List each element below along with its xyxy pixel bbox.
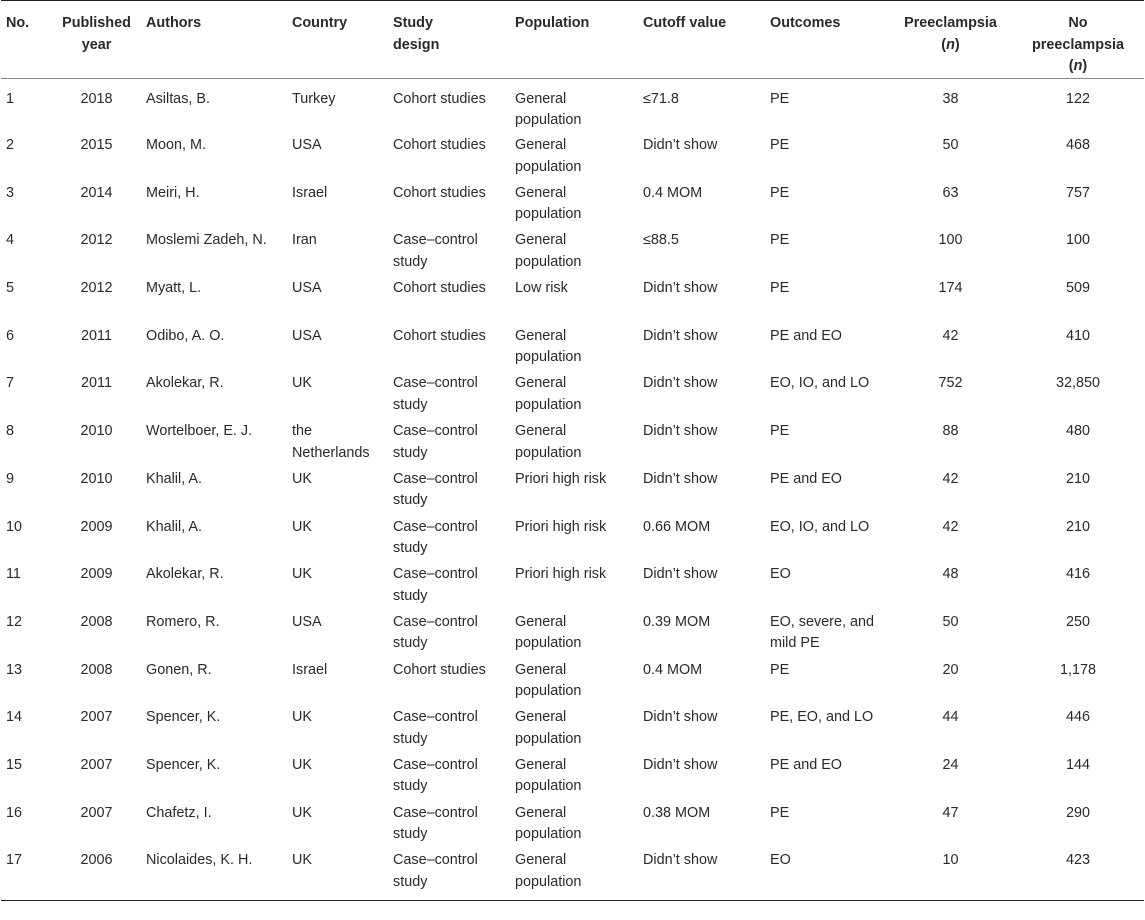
table-row bbox=[1, 135, 1144, 183]
col-header-year: Published year bbox=[51, 1, 141, 79]
table-row bbox=[1, 183, 1144, 231]
table-header bbox=[1, 1, 1144, 79]
cell-country: UK bbox=[287, 850, 388, 900]
cell-no: 14 bbox=[6, 709, 23, 726]
cell-population: General population bbox=[515, 756, 582, 795]
col-header-cutoff: Cutoff value bbox=[638, 1, 765, 79]
cell-preeclampsia-n: 44 bbox=[942, 709, 959, 726]
cell-country: UK bbox=[292, 470, 312, 487]
cell-no: 4 bbox=[6, 232, 15, 249]
cell-country: Israel bbox=[292, 661, 328, 678]
cell-country: UK bbox=[292, 709, 312, 726]
cell-no-preeclampsia-n: 509 bbox=[1065, 280, 1090, 297]
cell-study-design: Case–control study bbox=[393, 423, 478, 461]
cell-country: UK bbox=[292, 566, 312, 583]
cell-no: 7 bbox=[6, 375, 15, 392]
cell-preeclampsia-n: 47 bbox=[942, 804, 959, 821]
table-row bbox=[1, 78, 1144, 135]
cell-study-design: Cohort studies bbox=[393, 661, 486, 678]
cell-preeclampsia-n: 24 bbox=[942, 756, 959, 773]
cell-outcomes: EO bbox=[770, 566, 791, 583]
cell-authors: Gonen, R. bbox=[146, 661, 212, 678]
cell-year: 2008 bbox=[80, 661, 113, 678]
cell-year: 2014 bbox=[80, 184, 113, 201]
cell-preeclampsia-n: 20 bbox=[942, 661, 959, 678]
cell-authors: Akolekar, R. bbox=[146, 375, 224, 392]
cell-population: Low risk bbox=[515, 280, 568, 297]
cell-study-design: Cohort studies bbox=[393, 90, 486, 107]
cell-study-design: Case–control study bbox=[393, 756, 478, 795]
cell-no: 1 bbox=[6, 90, 15, 107]
cell-authors: Spencer, K. bbox=[146, 709, 221, 726]
cell-population: General population bbox=[510, 850, 638, 900]
cell-no-preeclampsia-n: 122 bbox=[1065, 90, 1090, 107]
cell-no-preeclampsia-n: 250 bbox=[1065, 613, 1090, 630]
cell-no: 2 bbox=[6, 137, 15, 153]
table-body bbox=[1, 78, 1144, 900]
cell-authors: Chafetz, I. bbox=[146, 804, 212, 821]
cell-preeclampsia-n: 42 bbox=[942, 518, 959, 535]
cell-year: 2009 bbox=[80, 518, 113, 535]
cell-preeclampsia-n: 48 bbox=[942, 566, 959, 583]
cell-outcomes: PE, EO, and LO bbox=[770, 709, 874, 726]
table-row bbox=[1, 326, 1144, 374]
cell-preeclampsia-n: 42 bbox=[942, 327, 959, 344]
cell-cutoff: 0.39 MOM bbox=[643, 613, 711, 630]
cell-population: Priori high risk bbox=[515, 470, 607, 487]
cell-study-design: Case–control study bbox=[393, 709, 478, 747]
cell-outcomes: PE and EO bbox=[770, 327, 842, 344]
cell-cutoff: 0.38 MOM bbox=[643, 804, 711, 821]
cell-population: Priori high risk bbox=[515, 566, 607, 583]
cell-no: 13 bbox=[6, 661, 23, 678]
cell-year: 2010 bbox=[80, 470, 113, 487]
col-header-outcomes: Outcomes bbox=[765, 1, 889, 79]
cell-outcomes: PE bbox=[770, 661, 790, 678]
cell-cutoff: 0.4 MOM bbox=[643, 661, 703, 678]
cell-population: General population bbox=[515, 375, 582, 413]
cell-cutoff: ≤71.8 bbox=[643, 90, 679, 107]
cell-no: 8 bbox=[6, 423, 15, 440]
cell-no: 5 bbox=[6, 280, 15, 297]
cell-cutoff: Didn’t show bbox=[643, 470, 718, 487]
col-header-country: Country bbox=[287, 1, 388, 79]
cell-no-preeclampsia-n: 423 bbox=[1011, 850, 1144, 900]
table-row bbox=[1, 278, 1144, 326]
cell-no-preeclampsia-n: 290 bbox=[1065, 804, 1090, 821]
cell-preeclampsia-n: 42 bbox=[942, 470, 959, 487]
cell-preeclampsia-n: 63 bbox=[942, 184, 959, 201]
cell-authors: Moslemi Zadeh, N. bbox=[146, 232, 267, 249]
cell-no: 6 bbox=[6, 327, 15, 344]
cell-preeclampsia-n: 10 bbox=[889, 850, 1011, 900]
cell-population: General population bbox=[515, 90, 582, 128]
cell-study-design: Cohort studies bbox=[393, 327, 486, 344]
cell-year: 2006 bbox=[51, 850, 141, 900]
table-row bbox=[1, 421, 1144, 469]
cell-country: USA bbox=[292, 613, 322, 630]
cell-year: 2008 bbox=[80, 613, 113, 630]
cell-outcomes: PE bbox=[770, 184, 790, 201]
cell-cutoff: 0.66 MOM bbox=[643, 518, 711, 535]
cell-study-design: Cohort studies bbox=[393, 137, 486, 153]
cell-authors: Nicolaides, K. H. bbox=[141, 850, 287, 900]
cell-cutoff: Didn’t show bbox=[643, 756, 718, 773]
cell-outcomes: PE bbox=[770, 232, 790, 249]
cell-study-design: Case–control study bbox=[393, 375, 478, 413]
cell-population: Priori high risk bbox=[515, 518, 607, 535]
cell-preeclampsia-n: 100 bbox=[938, 232, 963, 249]
cell-cutoff: Didn’t show bbox=[643, 566, 718, 583]
cell-preeclampsia-n: 50 bbox=[942, 137, 959, 153]
cell-no-preeclampsia-n: 757 bbox=[1065, 184, 1090, 201]
cell-preeclampsia-n: 38 bbox=[942, 90, 959, 107]
cell-no: 9 bbox=[6, 470, 15, 487]
table-row bbox=[1, 517, 1144, 565]
cell-population: General population bbox=[515, 137, 582, 175]
cell-population: General population bbox=[515, 613, 582, 652]
cell-year: 2011 bbox=[81, 375, 112, 392]
cell-no: 17 bbox=[1, 850, 51, 900]
cell-no: 10 bbox=[6, 518, 23, 535]
col-header-no-preeclampsia: No preeclampsia (n) bbox=[1011, 1, 1144, 79]
cell-year: 2012 bbox=[80, 280, 113, 297]
cell-year: 2009 bbox=[80, 566, 113, 583]
cell-authors: Akolekar, R. bbox=[146, 566, 224, 583]
cell-authors: Khalil, A. bbox=[146, 470, 202, 487]
cell-no: 15 bbox=[6, 756, 23, 773]
cell-no: 12 bbox=[6, 613, 23, 630]
table-row bbox=[1, 755, 1144, 803]
cell-study-design: Case–control study bbox=[393, 232, 478, 270]
cell-study-design: Case–control study bbox=[393, 804, 478, 843]
cell-authors: Asiltas, B. bbox=[146, 90, 210, 107]
cell-outcomes: EO, IO, and LO bbox=[770, 518, 870, 535]
cell-authors: Moon, M. bbox=[146, 137, 206, 153]
cell-study-design: Case–control study bbox=[393, 566, 478, 604]
cell-no-preeclampsia-n: 480 bbox=[1065, 423, 1090, 440]
cell-country: UK bbox=[292, 518, 312, 535]
cell-population: General population bbox=[515, 184, 582, 223]
cell-cutoff: 0.4 MOM bbox=[643, 184, 703, 201]
cell-outcomes: EO, IO, and LO bbox=[770, 375, 870, 392]
cell-cutoff: Didn’t show bbox=[638, 850, 765, 900]
cell-year: 2007 bbox=[80, 709, 113, 726]
table-row bbox=[1, 564, 1144, 612]
cell-authors: Myatt, L. bbox=[146, 280, 202, 297]
cell-population: General population bbox=[515, 661, 582, 700]
col-header-design: Study design bbox=[388, 1, 510, 79]
cell-no-preeclampsia-n: 32,850 bbox=[1055, 375, 1100, 392]
cell-cutoff: ≤88.5 bbox=[643, 232, 679, 249]
cell-population: General population bbox=[515, 327, 582, 366]
cell-outcomes: PE bbox=[770, 280, 790, 297]
cell-year: 2011 bbox=[81, 327, 112, 344]
cell-preeclampsia-n: 88 bbox=[942, 423, 959, 440]
cell-country: USA bbox=[292, 327, 322, 344]
cell-no-preeclampsia-n: 468 bbox=[1065, 137, 1090, 153]
cell-country: the Netherlands bbox=[292, 423, 370, 461]
cell-outcomes: EO bbox=[765, 850, 889, 900]
cell-country: UK bbox=[292, 804, 312, 821]
cell-no: 3 bbox=[6, 184, 15, 201]
cell-preeclampsia-n: 50 bbox=[942, 613, 959, 630]
cell-year: 2015 bbox=[80, 137, 113, 153]
cell-authors: Spencer, K. bbox=[146, 756, 221, 773]
cell-year: 2018 bbox=[80, 90, 113, 107]
cell-no-preeclampsia-n: 210 bbox=[1065, 470, 1090, 487]
table-row bbox=[1, 660, 1144, 708]
cell-cutoff: Didn’t show bbox=[643, 709, 718, 726]
cell-population: General population bbox=[515, 709, 582, 747]
cell-authors: Odibo, A. O. bbox=[146, 327, 225, 344]
cell-no-preeclampsia-n: 446 bbox=[1065, 709, 1090, 726]
cell-cutoff: Didn’t show bbox=[643, 375, 718, 392]
cell-study-design: Case–control study bbox=[393, 518, 478, 556]
table-row bbox=[1, 612, 1144, 660]
cell-cutoff: Didn’t show bbox=[643, 137, 718, 153]
cell-no-preeclampsia-n: 210 bbox=[1065, 518, 1090, 535]
cell-year: 2010 bbox=[80, 423, 113, 440]
cell-outcomes: PE and EO bbox=[770, 470, 842, 487]
cell-outcomes: PE bbox=[770, 137, 790, 153]
table-row bbox=[1, 803, 1144, 851]
cell-no: 16 bbox=[6, 804, 23, 821]
cell-cutoff: Didn’t show bbox=[643, 327, 718, 344]
table-row bbox=[1, 707, 1144, 755]
cell-no-preeclampsia-n: 1,178 bbox=[1059, 661, 1096, 678]
cell-year: 2012 bbox=[80, 232, 113, 249]
cell-outcomes: PE bbox=[770, 804, 790, 821]
cell-population: General population bbox=[515, 232, 582, 270]
table-row bbox=[1, 230, 1144, 278]
cell-no-preeclampsia-n: 144 bbox=[1065, 756, 1090, 773]
cell-no-preeclampsia-n: 410 bbox=[1065, 327, 1090, 344]
cell-country: Iran bbox=[292, 232, 317, 249]
cell-year: 2007 bbox=[80, 756, 113, 773]
cell-cutoff: Didn’t show bbox=[643, 280, 718, 297]
cell-authors: Romero, R. bbox=[146, 613, 220, 630]
cell-outcomes: PE and EO bbox=[770, 756, 842, 773]
cell-preeclampsia-n: 174 bbox=[938, 280, 963, 297]
col-header-preeclampsia: Preeclampsia (n) bbox=[889, 1, 1011, 79]
cell-outcomes: PE bbox=[770, 90, 790, 107]
cell-country: UK bbox=[292, 375, 312, 392]
cell-study-design: Case–control study bbox=[388, 850, 510, 900]
cell-population: General population bbox=[515, 804, 582, 843]
cell-no: 11 bbox=[6, 566, 21, 583]
col-header-authors: Authors bbox=[141, 1, 287, 79]
studies-table bbox=[1, 0, 1144, 901]
cell-authors: Khalil, A. bbox=[146, 518, 202, 535]
cell-country: UK bbox=[292, 756, 312, 773]
cell-authors: Wortelboer, E. J. bbox=[146, 423, 253, 440]
cell-year: 2007 bbox=[80, 804, 113, 821]
cell-country: Israel bbox=[292, 184, 328, 201]
cell-preeclampsia-n: 752 bbox=[938, 375, 963, 392]
cell-country: USA bbox=[292, 280, 322, 297]
cell-country: USA bbox=[292, 137, 322, 153]
cell-no-preeclampsia-n: 100 bbox=[1065, 232, 1090, 249]
cell-authors: Meiri, H. bbox=[146, 184, 200, 201]
cell-country: Turkey bbox=[292, 90, 336, 107]
cell-outcomes: PE bbox=[770, 423, 790, 440]
col-header-population: Population bbox=[510, 1, 638, 79]
cell-study-design: Cohort studies bbox=[393, 184, 486, 201]
col-header-no: No. bbox=[1, 1, 51, 79]
cell-study-design: Cohort studies bbox=[393, 280, 486, 297]
table-row bbox=[1, 373, 1144, 421]
table-row bbox=[1, 850, 1144, 900]
cell-population: General population bbox=[515, 423, 582, 461]
cell-study-design: Case–control study bbox=[393, 613, 478, 652]
cell-no-preeclampsia-n: 416 bbox=[1065, 566, 1090, 583]
cell-study-design: Case–control study bbox=[393, 470, 478, 509]
cell-outcomes: EO, severe, and mild PE bbox=[770, 613, 874, 652]
table-row bbox=[1, 469, 1144, 517]
cell-cutoff: Didn’t show bbox=[643, 423, 718, 440]
